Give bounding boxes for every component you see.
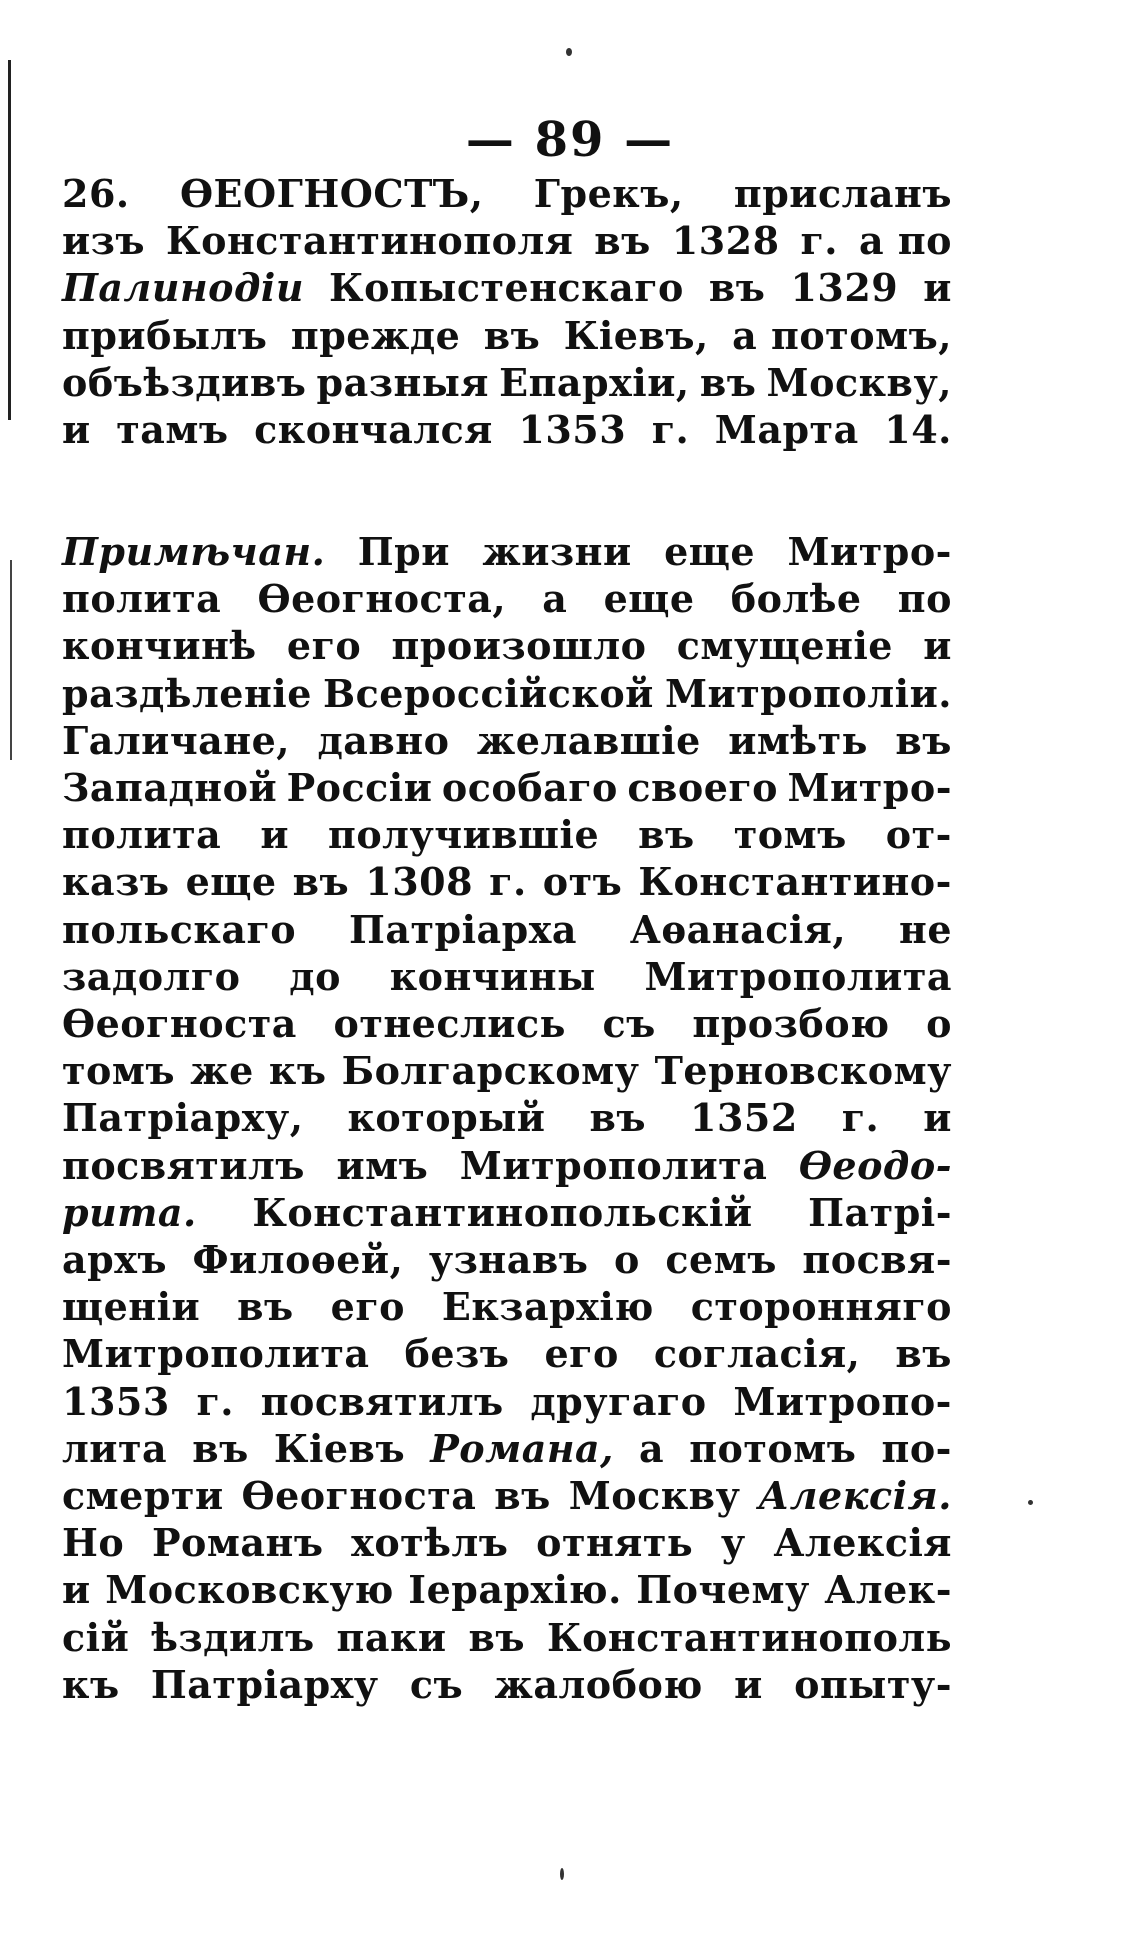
- word: у: [720, 1520, 746, 1566]
- word: Ѳеогноста: [241, 1473, 477, 1518]
- word: Константино-: [638, 859, 952, 905]
- word: Іерархію.: [408, 1567, 622, 1613]
- word: Терновскому: [654, 1048, 952, 1094]
- word: посвятилъ: [62, 1142, 305, 1188]
- word: узнавъ: [428, 1237, 589, 1282]
- entry-line: [62, 359, 952, 407]
- word: Патрі-: [808, 1189, 952, 1235]
- word: по-: [881, 1425, 952, 1471]
- word: прежде: [290, 312, 461, 358]
- word: 26.: [62, 171, 130, 216]
- word: который: [347, 1095, 546, 1141]
- scan-speck: [560, 1868, 564, 1880]
- word: Кіевъ,: [563, 312, 709, 358]
- word: Митрополита: [62, 1331, 370, 1377]
- word: его: [544, 1331, 619, 1377]
- word: въ: [638, 812, 695, 858]
- word: еще: [603, 576, 695, 622]
- word: своего: [627, 765, 779, 810]
- word: и: [923, 265, 952, 311]
- word: Московскую: [105, 1567, 394, 1613]
- word: Константинополь: [547, 1614, 952, 1660]
- note-line: [62, 1330, 952, 1378]
- note-line: [62, 1142, 952, 1190]
- word: Галичане,: [62, 717, 290, 763]
- word: а: [639, 1425, 665, 1471]
- word: Митропо-: [733, 1378, 952, 1424]
- word: опыту-: [794, 1661, 952, 1707]
- word: Грекъ,: [533, 171, 684, 216]
- word: Аѳанасія,: [629, 906, 847, 952]
- word: томъ: [733, 812, 847, 858]
- word: кончины: [389, 953, 596, 999]
- note-line: [62, 1614, 952, 1662]
- note-line: [62, 858, 952, 906]
- word: съ: [602, 1001, 656, 1046]
- word: и: [923, 1095, 952, 1141]
- word: жалобою: [494, 1661, 703, 1707]
- note-line: [62, 1189, 952, 1237]
- word: Болгарскому: [341, 1048, 640, 1094]
- word: паки: [336, 1614, 447, 1660]
- word: казъ: [62, 859, 170, 905]
- word: Москву: [568, 1473, 741, 1518]
- page-edge-mark: [10, 560, 12, 760]
- word: томъ: [62, 1048, 176, 1094]
- word: и: [62, 1567, 91, 1613]
- word: болѣе: [730, 576, 862, 622]
- word: еще: [664, 529, 756, 574]
- note-line: [62, 1566, 952, 1614]
- word: хотѣлъ: [351, 1520, 509, 1566]
- word: еще: [185, 859, 277, 905]
- word: Патріарху: [150, 1661, 379, 1707]
- word: Примѣчан.: [62, 529, 326, 574]
- note-line: [62, 1378, 952, 1426]
- note-line: [62, 953, 952, 1001]
- word: отнеслись: [333, 1001, 566, 1046]
- word: въ: [699, 359, 757, 405]
- word: прибылъ: [62, 312, 268, 358]
- scan-speck: [1028, 1500, 1033, 1505]
- word: Палинодіи: [62, 265, 304, 311]
- word: желавшіе: [476, 717, 701, 763]
- word: въ: [237, 1284, 294, 1330]
- word: въ: [594, 218, 651, 264]
- word: а потомъ,: [732, 312, 952, 358]
- note-line: [62, 1047, 952, 1095]
- word: г.: [489, 859, 527, 905]
- word: г.: [800, 218, 839, 264]
- note-line: [62, 764, 952, 812]
- word: давно: [317, 717, 450, 763]
- word: Епархіи,: [499, 359, 690, 405]
- entry-line: [62, 170, 952, 218]
- word: кончинѣ: [62, 623, 257, 669]
- word: Всероссійской: [323, 670, 654, 716]
- word: 1328: [671, 218, 780, 264]
- word: раздѣленіе: [62, 670, 312, 716]
- word: г.: [196, 1378, 234, 1424]
- word: Екзархію: [441, 1284, 654, 1330]
- word: въ: [895, 717, 952, 763]
- word: и: [62, 407, 91, 452]
- word: полита: [62, 576, 222, 622]
- entry-line: [62, 312, 952, 360]
- word: Западной: [62, 765, 278, 810]
- word: прозбою: [692, 1001, 890, 1046]
- word: 1353: [62, 1378, 170, 1424]
- word: а: [542, 576, 568, 622]
- word: сторонняго: [690, 1284, 952, 1330]
- note-line: [62, 1236, 952, 1284]
- word: къ: [268, 1048, 327, 1094]
- word: Алексія.: [758, 1473, 952, 1518]
- word: полита: [62, 812, 222, 858]
- word: Константинопольскій: [252, 1189, 753, 1235]
- word: отъ: [542, 859, 623, 905]
- word: Митрополита: [459, 1142, 768, 1188]
- word: потомъ: [689, 1425, 857, 1471]
- word: въ: [483, 312, 541, 358]
- word: въ: [494, 1473, 551, 1518]
- scan-speck: [566, 48, 572, 56]
- word: въ: [708, 265, 766, 311]
- word: Митро-: [787, 529, 952, 574]
- word: 1329: [790, 265, 899, 311]
- word: присланъ: [733, 171, 952, 216]
- word: Ѳеогноста,: [257, 576, 507, 622]
- word: ѲЕОГНОСТЪ,: [179, 171, 484, 216]
- word: Филоѳей,: [192, 1237, 404, 1282]
- note-line: [62, 1425, 952, 1473]
- word: рита.: [62, 1189, 197, 1235]
- word: Россіи: [286, 765, 433, 810]
- word: Москву,: [766, 359, 952, 405]
- word: тамъ: [116, 407, 229, 452]
- word: Алексія: [773, 1520, 952, 1566]
- word: Но: [62, 1520, 125, 1566]
- word: съ: [409, 1661, 464, 1707]
- word: въ: [292, 859, 350, 905]
- word: щеніи: [62, 1284, 201, 1330]
- note-line: [62, 1661, 952, 1709]
- word: не: [899, 906, 952, 952]
- note-line: [62, 622, 952, 670]
- word: и: [260, 812, 289, 858]
- word: г.: [651, 407, 690, 452]
- word: другаго: [530, 1378, 707, 1424]
- entry-line: [62, 406, 952, 454]
- word: от-: [885, 812, 952, 858]
- word: жизни: [482, 529, 632, 574]
- word: о: [613, 1237, 640, 1282]
- word: къ: [62, 1661, 120, 1707]
- word: польскаго: [62, 906, 297, 952]
- word: посвятилъ: [260, 1378, 504, 1424]
- word: Патріарха: [348, 906, 578, 952]
- word: до: [289, 953, 341, 999]
- note-line: [62, 670, 952, 718]
- word: 1308: [365, 859, 474, 905]
- word: Патріарху,: [62, 1095, 304, 1141]
- word: произошло: [391, 623, 647, 669]
- word: Марта: [714, 407, 859, 452]
- word: семъ: [665, 1237, 777, 1282]
- entry-line: [62, 217, 952, 265]
- word: Ѳеодо-: [798, 1142, 952, 1188]
- word: по: [897, 576, 952, 622]
- word: Константинополя: [166, 218, 574, 264]
- word: имъ: [336, 1142, 429, 1188]
- word: смущеніе: [676, 623, 893, 669]
- word: разныя: [316, 359, 489, 405]
- word: а по: [858, 218, 952, 264]
- note-line: [62, 1472, 952, 1520]
- word: Романъ: [151, 1520, 324, 1566]
- note-line: [62, 906, 952, 954]
- word: же: [190, 1048, 254, 1094]
- note-line: [62, 1519, 952, 1567]
- word: г.: [841, 1095, 880, 1141]
- word: скончался: [254, 407, 493, 452]
- word: Кіевъ: [273, 1425, 406, 1471]
- word: посвя-: [802, 1237, 952, 1282]
- word: въ: [468, 1614, 526, 1660]
- word: и: [734, 1661, 763, 1707]
- note-line: [62, 1283, 952, 1331]
- word: Почему: [636, 1567, 810, 1613]
- word: задолго: [62, 953, 241, 999]
- word: архъ: [62, 1237, 167, 1282]
- word: его: [286, 623, 362, 669]
- note-line: [62, 575, 952, 623]
- word: Митро-: [787, 765, 952, 810]
- word: сій: [62, 1614, 130, 1660]
- word: Романа,: [430, 1425, 614, 1471]
- word: Алек-: [824, 1567, 952, 1613]
- word: особаго: [441, 765, 618, 810]
- word: изъ: [62, 218, 146, 264]
- word: Копыстенскаго: [329, 265, 684, 311]
- word: его: [330, 1284, 405, 1330]
- word: въ: [895, 1331, 952, 1377]
- word: безъ: [404, 1331, 510, 1377]
- note-line: [62, 1000, 952, 1048]
- word: Митрополіи.: [664, 670, 952, 716]
- note-line: [62, 1094, 952, 1142]
- note-line: [62, 528, 952, 576]
- word: согласія,: [653, 1331, 861, 1377]
- word: 1352: [690, 1095, 798, 1141]
- word: При: [357, 529, 450, 574]
- word: о: [926, 1001, 952, 1046]
- word: 1353: [518, 407, 627, 452]
- word: ѣздилъ: [151, 1614, 315, 1660]
- word: въ: [589, 1095, 647, 1141]
- word: получившіе: [328, 812, 600, 858]
- word: и: [923, 623, 952, 669]
- page-number: — 89 —: [465, 112, 675, 168]
- note-line: [62, 811, 952, 859]
- word: смерти: [62, 1473, 224, 1518]
- word: объѣздивъ: [62, 359, 307, 405]
- word: Митрополита: [644, 953, 952, 999]
- word: 14.: [884, 407, 952, 452]
- word: отнять: [536, 1520, 694, 1566]
- word: въ: [192, 1425, 249, 1471]
- word: Ѳеогноста: [62, 1001, 297, 1046]
- entry-line: [62, 264, 952, 312]
- word: имѣть: [728, 717, 868, 763]
- word: лита: [62, 1425, 168, 1471]
- note-line: [62, 717, 952, 765]
